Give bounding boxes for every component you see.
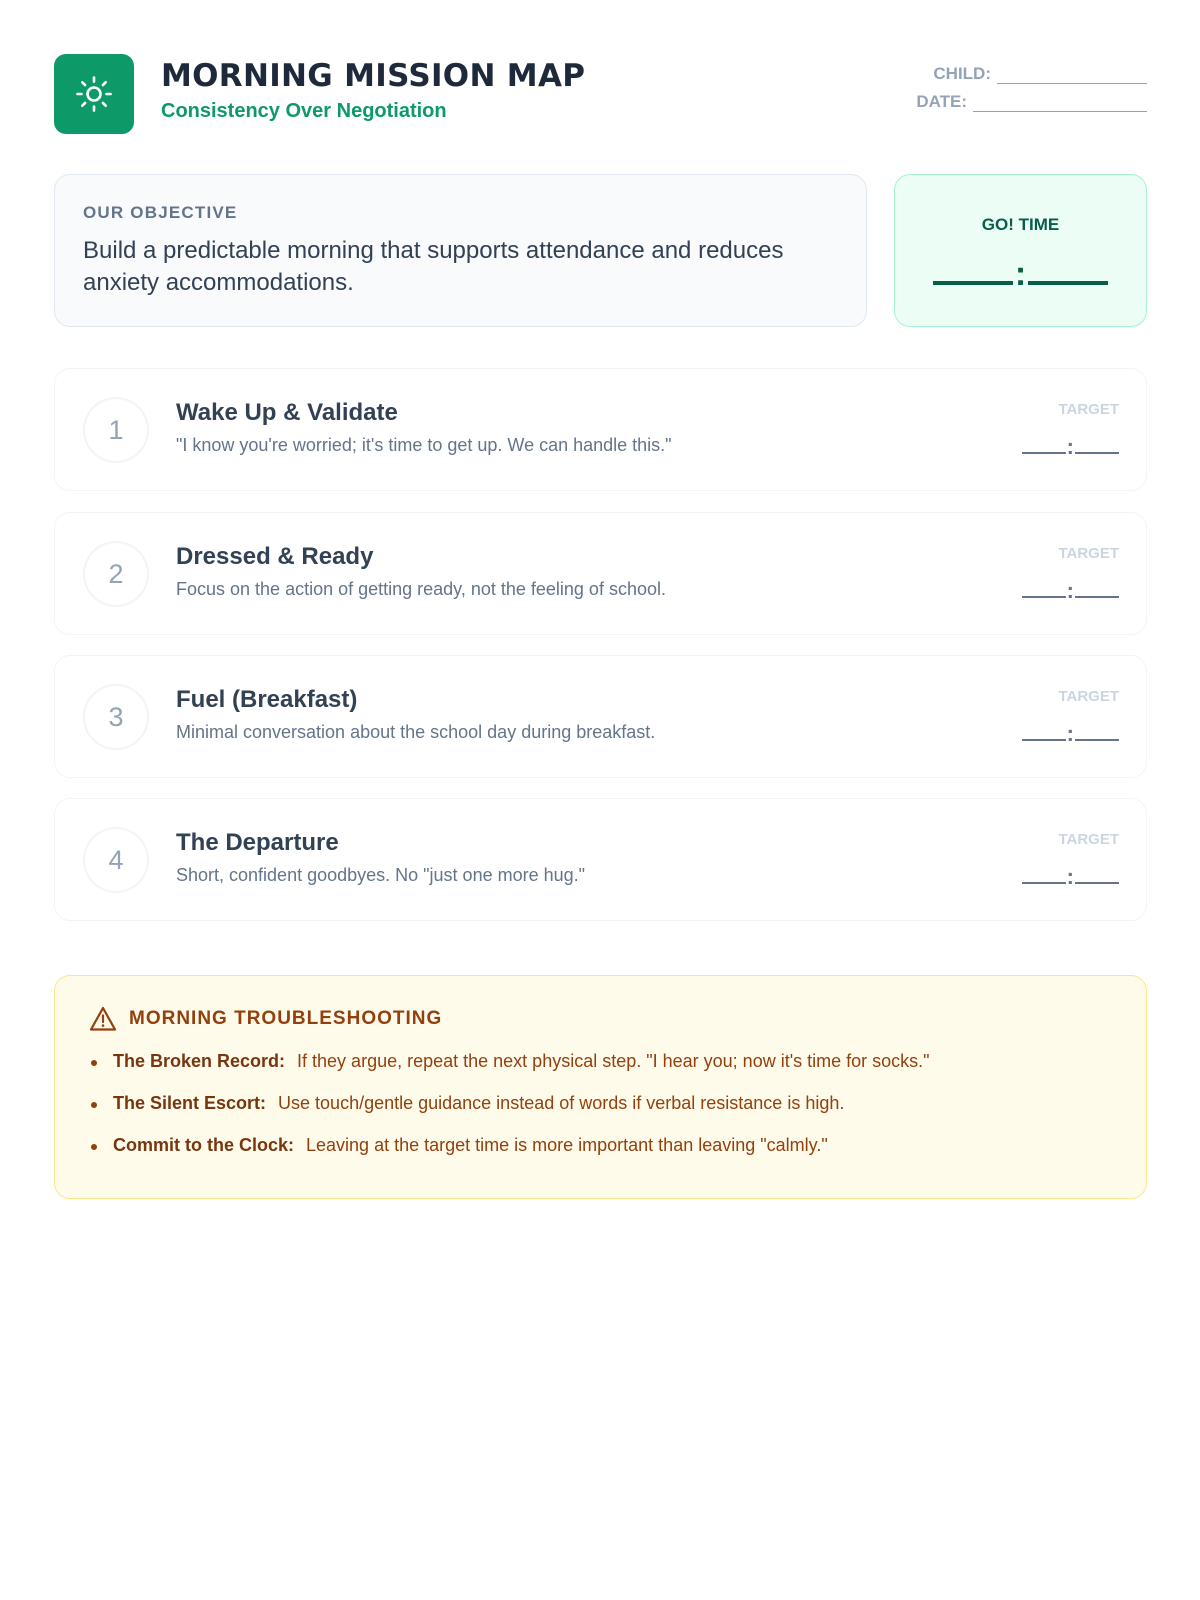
page-title: MORNING MISSION MAP (161, 58, 586, 94)
target-hour-blank[interactable] (1022, 452, 1066, 454)
tip-term: The Silent Escort: (113, 1093, 267, 1113)
step-number: 2 (83, 541, 149, 607)
child-blank[interactable] (997, 66, 1147, 84)
target-hour-blank[interactable] (1022, 882, 1066, 884)
title-block (161, 58, 585, 123)
objective-label: OUR OBJECTIVE (83, 203, 238, 222)
target-slots (1022, 719, 1119, 746)
step-number: 4 (83, 827, 149, 893)
tip-text: Use touch/gentle guidance instead of words if verbal resistance is high. (278, 1093, 845, 1113)
step-card (54, 798, 1147, 921)
header (54, 54, 1147, 134)
date-blank[interactable] (973, 94, 1147, 112)
target-label: TARGET (1058, 688, 1119, 705)
target-slots (1022, 862, 1119, 889)
date-field (916, 84, 1147, 112)
step-target (1022, 688, 1119, 746)
step-card (54, 512, 1147, 635)
step-number: 1 (83, 397, 149, 463)
date-label: DATE: (916, 92, 967, 111)
go-time-minute-blank[interactable] (1028, 281, 1108, 285)
step-card (54, 655, 1147, 778)
tip-term: The Broken Record: (113, 1051, 286, 1071)
step-target (1022, 401, 1119, 459)
objective-text: Build a predictable morning that supports attendance and reduces anxiety accommodations. (83, 237, 784, 296)
go-time-hour-blank[interactable] (933, 281, 1013, 285)
step-description: Minimal conversation about the school day during breakfast. (176, 722, 656, 742)
target-label: TARGET (1058, 401, 1119, 418)
troubleshooting-list (89, 1048, 1112, 1174)
step-title: Dressed & Ready (176, 543, 374, 570)
page-subtitle: Consistency Over Negotiation (161, 100, 447, 122)
troubleshooting-card (54, 975, 1147, 1199)
troubleshooting-title: MORNING TROUBLESHOOTING (129, 1008, 443, 1029)
go-time-card (894, 174, 1147, 327)
objective-card (54, 174, 867, 327)
target-hour-blank[interactable] (1022, 739, 1066, 741)
warning-icon (89, 1006, 117, 1032)
step-description: Focus on the action of getting ready, not the feeling of school. (176, 579, 666, 599)
step-number: 3 (83, 684, 149, 750)
list-item (89, 1048, 1112, 1090)
target-minute-blank[interactable] (1075, 739, 1119, 741)
child-label: CHILD: (933, 64, 991, 83)
target-label: TARGET (1058, 831, 1119, 848)
tip-text: If they argue, repeat the next physical step. "I hear you; now it's time for socks." (297, 1051, 930, 1071)
step-card (54, 368, 1147, 491)
go-time-label: GO! TIME (981, 215, 1060, 234)
target-label: TARGET (1058, 545, 1119, 562)
tip-term: Commit to the Clock: (113, 1135, 295, 1155)
target-separator: : (1066, 578, 1074, 603)
target-minute-blank[interactable] (1075, 596, 1119, 598)
step-description: "I know you're worried; it's time to get up. We can handle this." (176, 435, 672, 455)
go-time-slots (895, 251, 1146, 293)
target-separator: : (1066, 434, 1074, 459)
meta-fields (916, 56, 1147, 112)
target-hour-blank[interactable] (1022, 596, 1066, 598)
step-title: Fuel (Breakfast) (176, 686, 358, 713)
step-target (1022, 545, 1119, 603)
tip-text: Leaving at the target time is more important than leaving "calmly." (306, 1135, 828, 1155)
sun-icon (74, 74, 114, 114)
step-title: Wake Up & Validate (176, 399, 398, 426)
list-item (89, 1132, 1112, 1174)
target-separator: : (1066, 864, 1074, 889)
target-minute-blank[interactable] (1075, 882, 1119, 884)
step-target (1022, 831, 1119, 889)
logo (54, 54, 134, 134)
target-minute-blank[interactable] (1075, 452, 1119, 454)
target-slots (1022, 432, 1119, 459)
list-item (89, 1090, 1112, 1132)
child-field (916, 56, 1147, 84)
target-separator: : (1066, 721, 1074, 746)
step-description: Short, confident goodbyes. No "just one more hug." (176, 865, 586, 885)
target-slots (1022, 576, 1119, 603)
troubleshooting-header (89, 1006, 1112, 1032)
go-time-separator: : (1014, 255, 1027, 293)
step-title: The Departure (176, 829, 339, 856)
